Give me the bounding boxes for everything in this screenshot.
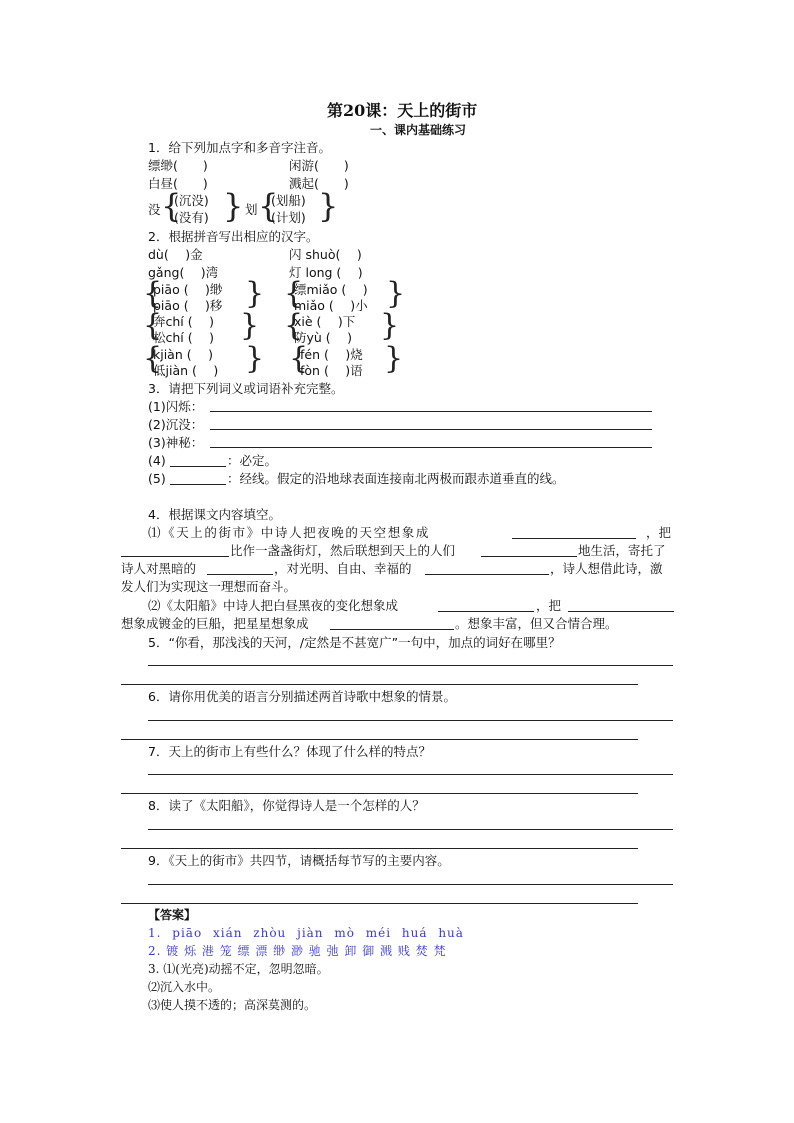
q2-item: 低jiàn ( ) <box>153 363 219 378</box>
left-brace: { <box>161 187 182 225</box>
answer-line[interactable] <box>121 793 638 794</box>
q2-item: gǎng( )湾 <box>148 265 219 280</box>
answer-line[interactable] <box>121 684 638 685</box>
polyphone-char: 划 <box>245 202 258 217</box>
q2-item: 灯 long ( ) <box>289 265 363 280</box>
right-brace: } <box>380 308 400 343</box>
q4-text: ，把 <box>646 525 672 540</box>
q4-text: 比作一盏盏街灯，然后联想到天上的人们 <box>230 543 456 558</box>
q4-text: 诗人对黑暗的 <box>121 561 197 576</box>
q2-item: piāo ( )移 <box>153 298 223 313</box>
right-brace: } <box>318 187 339 225</box>
answer-line[interactable] <box>170 484 226 485</box>
q3-term: (3)神秘： <box>148 435 204 450</box>
right-brace: } <box>384 341 404 376</box>
q2-item: 闪 shuò( ) <box>289 247 362 262</box>
right-brace: } <box>245 341 265 376</box>
q4-text: ，诗人想借此诗，激 <box>550 561 663 576</box>
polyphone-word: (计划) <box>271 210 306 225</box>
answer-line-4: ⑵沉入水中。 <box>148 980 221 994</box>
answer-line-1: 1. piāo xián zhòu jiàn mò méi huá huà <box>148 926 464 940</box>
answer-line[interactable] <box>438 611 534 612</box>
q2-item: fén ( )烧 <box>300 347 363 362</box>
q2-item: 奔chí ( ) <box>153 314 214 329</box>
q3-prompt: 3．请把下列词义或词语补充完整。 <box>148 381 344 396</box>
answer-line[interactable] <box>148 774 673 775</box>
answer-line[interactable] <box>148 884 673 885</box>
answer-line[interactable] <box>210 411 652 412</box>
q9-prompt: 9．《天上的街市》共四节，请概括每节写的主要内容。 <box>148 853 450 868</box>
q2-prompt: 2．根据拼音写出相应的汉字。 <box>148 229 319 244</box>
answer-line[interactable] <box>210 429 652 430</box>
q2-item: fòn ( )语 <box>300 363 363 378</box>
polyphone-word: (划船) <box>271 193 306 208</box>
q3-definition: ：经线。假定的沿地球表面连接南北两极而跟赤道垂直的线。 <box>227 471 565 486</box>
answer-line[interactable] <box>512 538 636 539</box>
q1-prompt: 1．给下列加点字和多音字注音。 <box>148 140 331 155</box>
answer-line[interactable] <box>481 556 577 557</box>
answer-line-5: ⑶使人摸不透的；高深莫测的。 <box>148 998 317 1012</box>
q5-prompt: 5．“你看，那浅浅的天河，/定然是不甚宽广”一句中，加点的词好在哪里？ <box>148 635 561 650</box>
q1-item: 溅起( ) <box>289 176 349 191</box>
q4-text: ，对光明、自由、幸福的 <box>274 561 412 576</box>
answer-line[interactable] <box>207 574 273 575</box>
answer-line[interactable] <box>425 574 549 575</box>
q2-item: xiè ( )下 <box>294 314 356 329</box>
q3-term: (2)沉没： <box>148 417 204 432</box>
right-brace: } <box>386 276 406 311</box>
answer-line[interactable] <box>148 720 673 721</box>
answer-line[interactable] <box>148 829 673 830</box>
right-brace: } <box>245 276 265 311</box>
section-subtitle: 一、课内基础练习 <box>370 123 467 137</box>
q2-item: 防yù ( ) <box>294 330 353 345</box>
left-brace: { <box>284 276 304 311</box>
answer-line-3: 3. ⑴(光亮)动摇不定，忽明忽暗。 <box>148 962 329 976</box>
polyphone-word: (沉没) <box>174 193 209 208</box>
answer-line[interactable] <box>121 848 638 849</box>
q4-text: 发人们为实现这一理想而奋斗。 <box>121 579 297 594</box>
answer-line[interactable] <box>210 447 652 448</box>
q4-text: 。想象丰富，但又合情合理。 <box>455 616 618 631</box>
q3-term: (4) <box>148 453 166 468</box>
answer-line-2: 2. 镀 烁 港 笼 缥 漂 缈 渺 驰 弛 卸 御 溅 贱 焚 梵 <box>148 944 447 958</box>
left-brace: { <box>284 308 304 343</box>
page-title: 第20课：天上的街市 <box>327 101 478 120</box>
q2-item: 缥miǎo ( ) <box>294 282 368 297</box>
q6-prompt: 6．请你用优美的语言分别描述两首诗歌中想象的情景。 <box>148 689 456 704</box>
q3-definition: ：必定。 <box>227 453 278 468</box>
answer-line[interactable] <box>148 665 673 666</box>
left-brace: { <box>143 341 163 376</box>
left-brace: { <box>258 187 279 225</box>
q4-text: 想象成镀金的巨船，把星星想象成 <box>121 616 309 631</box>
q1-item: 白昼( ) <box>148 176 208 191</box>
q2-item: kjiàn ( ) <box>153 347 213 362</box>
q1-item: 缥缈( ) <box>148 158 208 173</box>
q2-item: piāo ( )缈 <box>153 282 223 297</box>
q7-prompt: 7．天上的街市上有些什么？体现了什么样的特点？ <box>148 744 431 759</box>
answer-line[interactable] <box>568 611 674 612</box>
q4-text: 地生活，寄托了 <box>578 543 666 558</box>
q8-prompt: 8．读了《太阳船》，你觉得诗人是一个怎样的人？ <box>148 798 425 813</box>
q3-term: (1)闪烁： <box>148 399 204 414</box>
left-brace: { <box>143 308 163 343</box>
q2-item: 松chí ( ) <box>153 330 214 345</box>
left-brace: { <box>143 276 163 311</box>
answer-line[interactable] <box>121 739 638 740</box>
answers-heading: 【答案】 <box>148 908 197 922</box>
q3-term: (5) <box>148 471 166 486</box>
q4-text: ⑴《天上的街市》中诗人把夜晚的天空想象成 <box>148 525 431 540</box>
q1-item: 闲游( ) <box>289 158 349 173</box>
q4-prompt: 4．根据课文内容填空。 <box>148 507 281 522</box>
q4-text: ⑵《太阳船》中诗人把白昼黑夜的变化想象成 <box>148 598 399 613</box>
right-brace: } <box>223 187 244 225</box>
left-brace: { <box>289 341 309 376</box>
answer-line[interactable] <box>121 903 638 904</box>
q2-item: dù( )金 <box>148 247 203 262</box>
polyphone-char: 没 <box>148 202 161 217</box>
answer-line[interactable] <box>170 466 226 467</box>
answer-line[interactable] <box>330 629 454 630</box>
answer-line[interactable] <box>121 556 229 557</box>
q2-item: miǎo ( )小 <box>294 298 368 313</box>
polyphone-word: (没有) <box>174 210 209 225</box>
q4-text: ，把 <box>536 598 562 613</box>
right-brace: } <box>240 308 260 343</box>
